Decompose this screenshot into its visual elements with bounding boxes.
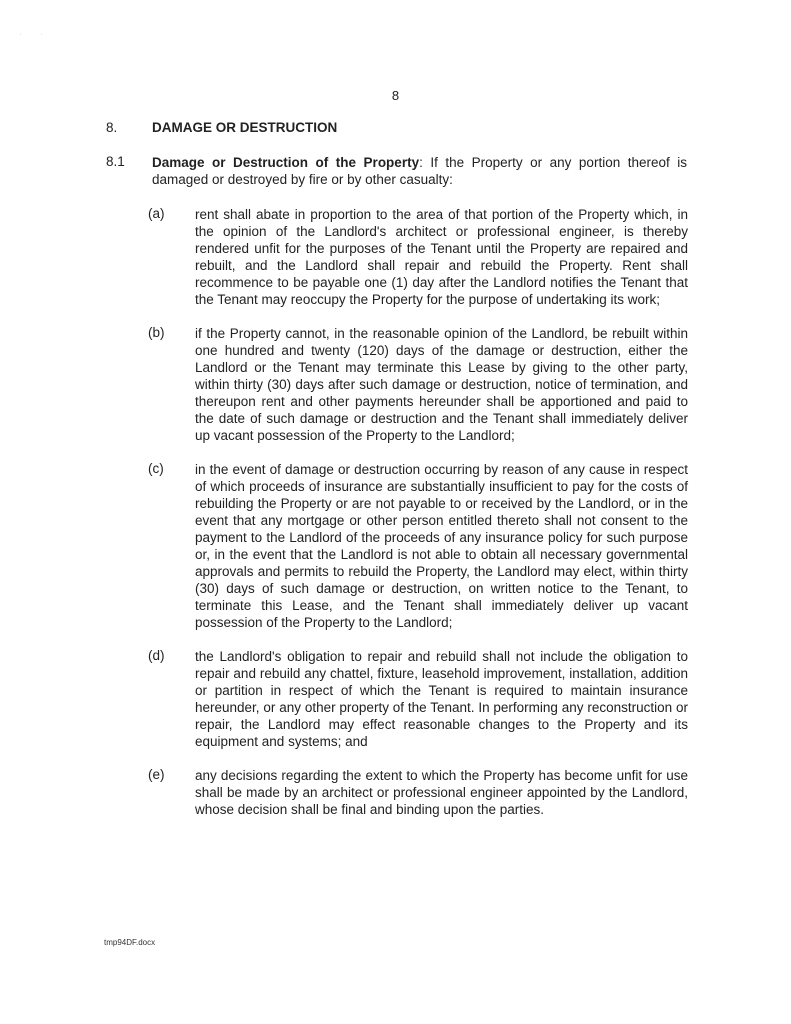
section-title: DAMAGE OR DESTRUCTION: [152, 120, 338, 135]
item-text: in the event of damage or destruction occurring by reason of any cause in respect of which proceeds of insurance are substantially insufficient to pay for the costs of rebuilding the Property or are not payable to or received by the Landlord, or in the event that any mortgage or other person entitled thereto shall not consent to the payment to the Landlord of the proceeds of any insurance policy for such purpose or, in the event that the Landlord is not able to obtain all necessary governmental approvals and permits to rebuild the Property, the Landlord may elect, within thirty (30) days of such damage or destruction, on written notice to the Tenant, to terminate this Lease, and the Tenant shall immediately deliver up vacant possession of the Property to the Landlord;: [195, 462, 688, 630]
footer-filename: tmp94DF.docx: [104, 938, 156, 947]
item-text: if the Property cannot, in the reasonable opinion of the Landlord, be rebuilt within one hundred and twenty (120) days of the damage or destruction, either the Landlord or the Tenant may terminate this Lease by giving to the other party, within thirty (30) days after such damage or destruction, notice of termination, and thereupon rent and other payments hereunder shall be apportioned and paid to the date of such damage or destruction and the Tenant shall immediately deliver up vacant possession of the Property to the Landlord;: [195, 326, 688, 443]
clause-heading: Damage or Destruction of the Property: [152, 155, 420, 170]
item-label: (c): [148, 461, 164, 476]
scan-marks: ' ': [20, 34, 43, 40]
item-label: (e): [148, 767, 165, 782]
item-label: (b): [148, 325, 165, 340]
page-number: 8: [391, 88, 400, 103]
section-number: 8.: [106, 120, 118, 135]
clause-intro: : If the Property or any portion thereof is damaged or destroyed by fire or by other casualty:: [152, 155, 687, 187]
item-text: rent shall abate in proportion to the area of that portion of the Property which, in the opinion of the Landlord's architect or professional engineer, is thereby rendered unfit for the purposes of the Tenant until the Property are repaired and rebuilt, and the Landlord shall repair and rebuild the Property. Rent shall recommence to be payable one (1) day after the Landlord notifies the Tenant that the Tenant may reoccupy the Property for the purpose of undertaking its work;: [195, 207, 688, 307]
item-label: (a): [148, 206, 165, 221]
item-text: any decisions regarding the extent to which the Property has become unfit for use shall be made by an architect or professional engineer appointed by the Landlord, whose decision shall be final and binding upon the parties.: [195, 768, 688, 817]
item-text: the Landlord's obligation to repair and rebuild shall not include the obligation to repair and rebuild any chattel, fixture, leasehold improvement, installation, addition or partition in respect of which the Tenant is required to maintain insurance hereunder, or any other property of the Tenant. In performing any reconstruction or repair, the Landlord may effect reasonable changes to the Property and its equipment and systems; and: [195, 649, 688, 749]
clause-number: 8.1: [106, 154, 125, 169]
item-label: (d): [148, 648, 165, 663]
clause-body: [152, 154, 687, 188]
